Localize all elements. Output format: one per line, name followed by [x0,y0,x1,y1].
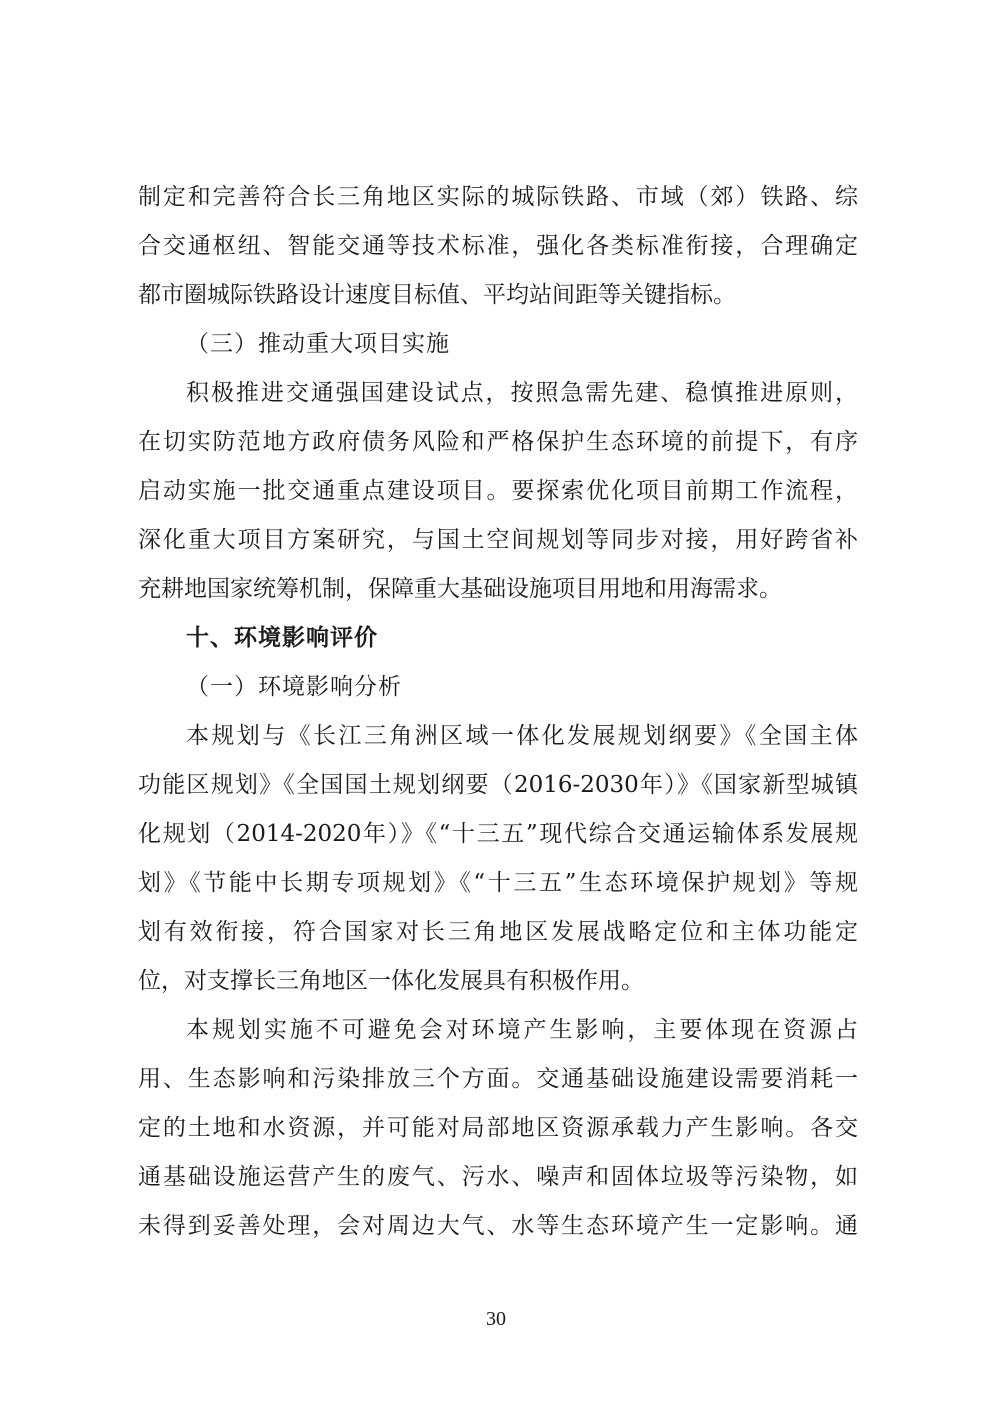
section-heading-1: （一）环境影响分析 [186,674,402,700]
body-text-line: 功能区规划》《全国国土规划纲要（2016-2030年）》《国家新型城镇 [138,772,858,798]
body-text-line: 定的土地和水资源，并可能对局部地区资源承载力产生影响。各交 [138,1115,858,1141]
body-text-line: 通基础设施运营产生的废气、污水、噪声和固体垃圾等污染物，如 [138,1164,858,1190]
body-text-line: 充耕地国家统筹机制，保障重大基础设施项目用地和用海需求。 [138,576,782,602]
body-text-line: 用、生态影响和污染排放三个方面。交通基础设施建设需要消耗一 [138,1066,858,1092]
body-text-line: 划有效衔接，符合国家对长三角地区发展战略定位和主体功能定 [138,919,858,945]
body-text-line: 深化重大项目方案研究，与国土空间规划等同步对接，用好跨省补 [138,527,858,553]
body-text-line: 划》《节能中长期专项规划》《“十三五”生态环境保护规划》等规 [138,870,858,896]
body-text-line: 合交通枢纽、智能交通等技术标准，强化各类标准衔接，合理确定 [138,233,858,259]
body-text-line: 启动实施一批交通重点建设项目。要探索优化项目前期工作流程， [138,478,858,504]
body-text-line: 本规划实施不可避免会对环境产生影响，主要体现在资源占 [186,1017,858,1043]
body-text-line: 制定和完善符合长三角地区实际的城际铁路、市域（郊）铁路、综 [138,184,858,210]
page-number: 30 [486,1308,506,1330]
body-text-line: 本规划与《长江三角洲区域一体化发展规划纲要》《全国主体 [186,723,858,749]
chapter-heading: 十、环境影响评价 [186,625,378,651]
body-text-line: 在切实防范地方政府债务风险和严格保护生态环境的前提下，有序 [138,429,858,455]
body-text-line: 都市圈城际铁路设计速度目标值、平均站间距等关键指标。 [138,282,736,308]
body-text-line: 位，对支撑长三角地区一体化发展具有积极作用。 [138,968,644,994]
section-heading-3: （三）推动重大项目实施 [186,331,450,357]
body-text-line: 未得到妥善处理，会对周边大气、水等生态环境产生一定影响。通 [138,1213,858,1239]
body-text-line: 化规划（2014-2020年）》《“十三五”现代综合交通运输体系发展规 [138,821,858,847]
body-text-line: 积极推进交通强国建设试点，按照急需先建、稳慎推进原则， [186,380,858,406]
